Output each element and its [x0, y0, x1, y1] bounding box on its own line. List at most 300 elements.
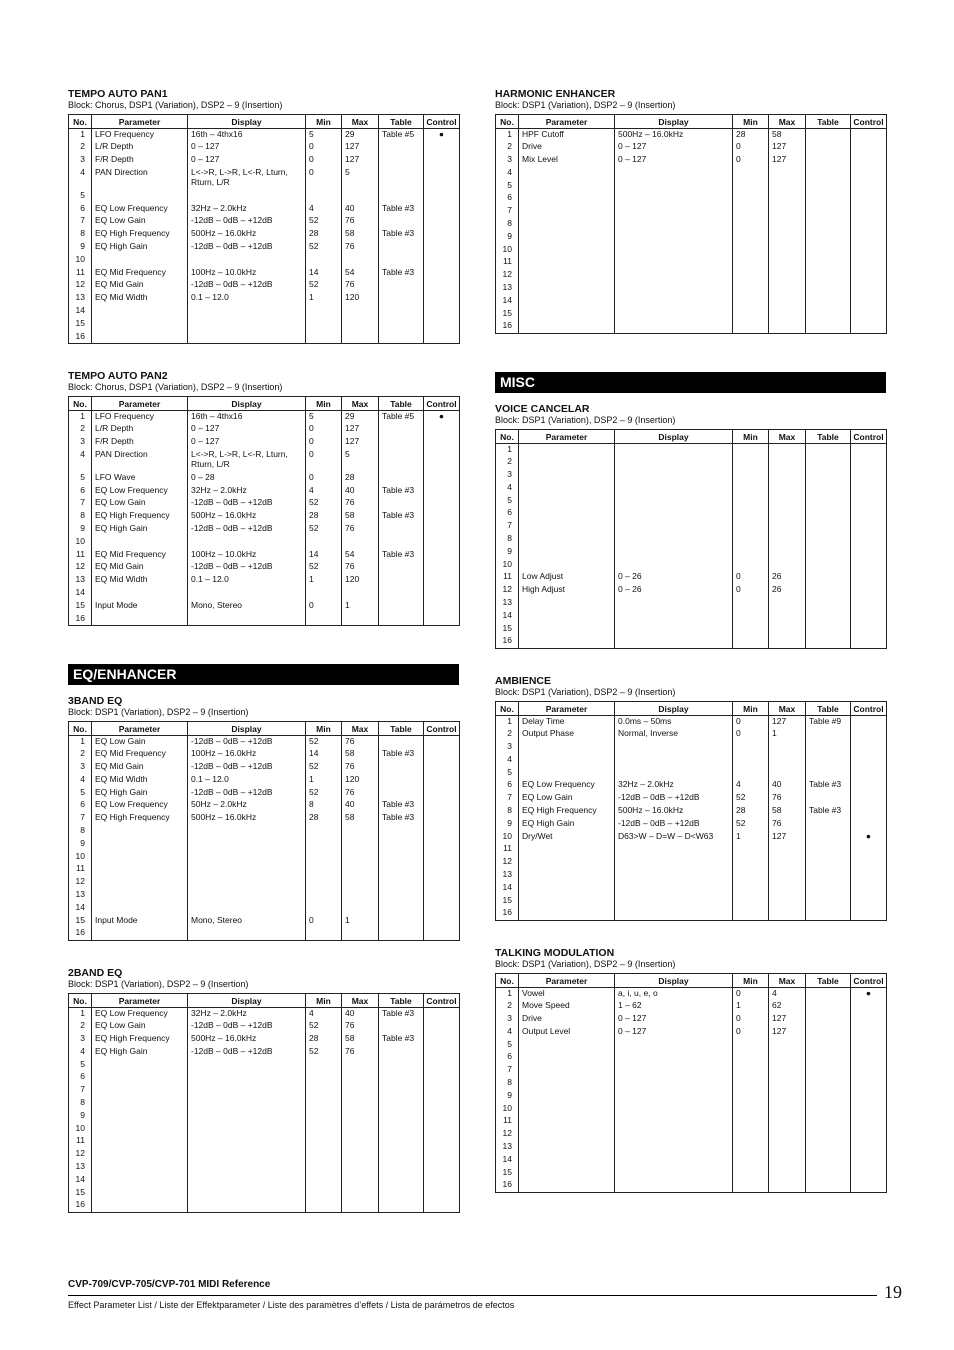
display-cell — [188, 1097, 306, 1110]
control-cell — [851, 231, 887, 244]
display-cell — [615, 205, 733, 218]
column-header-min: Min — [733, 702, 769, 716]
parameter-cell: High Adjust — [519, 584, 615, 597]
display-cell — [615, 308, 733, 321]
max-cell — [342, 536, 379, 549]
table-row — [496, 716, 887, 729]
parameter-table — [495, 114, 887, 334]
control-cell — [851, 1077, 887, 1090]
column-header-control: Control — [851, 974, 887, 988]
table-cell — [806, 1039, 851, 1052]
max-cell: 127 — [769, 716, 806, 729]
max-cell — [769, 546, 806, 559]
min-cell — [733, 1051, 769, 1064]
control-cell — [424, 331, 460, 344]
parameter-cell — [92, 190, 188, 203]
parameter-cell: Drive — [519, 1013, 615, 1026]
display-cell — [188, 1071, 306, 1084]
table-row — [496, 610, 887, 623]
parameter-cell — [519, 1051, 615, 1064]
table-row — [496, 1039, 887, 1052]
max-cell: 76 — [342, 761, 379, 774]
control-cell — [424, 1046, 460, 1059]
parameter-cell — [519, 533, 615, 546]
control-cell — [424, 838, 460, 851]
min-cell: 0 — [733, 584, 769, 597]
max-cell: 1 — [769, 728, 806, 741]
min-cell — [733, 1115, 769, 1128]
parameter-cell — [519, 295, 615, 308]
parameter-cell — [519, 444, 615, 457]
max-cell — [342, 1110, 379, 1123]
table-title: AMBIENCE — [495, 675, 552, 687]
min-cell: 0 — [306, 915, 342, 928]
min-cell: 0 — [733, 1013, 769, 1026]
control-cell — [851, 444, 887, 457]
parameter-cell — [519, 256, 615, 269]
parameter-cell — [519, 244, 615, 257]
max-cell — [769, 180, 806, 193]
min-cell — [733, 1039, 769, 1052]
control-cell — [424, 254, 460, 267]
min-cell — [733, 1090, 769, 1103]
table-row — [69, 889, 460, 902]
display-cell: 0 – 127 — [615, 154, 733, 167]
table-row — [496, 895, 887, 908]
max-cell: 76 — [342, 523, 379, 536]
parameter-cell: EQ Mid Width — [92, 574, 188, 587]
display-cell — [615, 882, 733, 895]
parameter-cell — [92, 1097, 188, 1110]
no-cell: 6 — [496, 1051, 519, 1064]
table-row — [496, 869, 887, 882]
parameter-cell: EQ High Frequency — [92, 1033, 188, 1046]
display-cell — [615, 767, 733, 780]
parameter-cell — [92, 536, 188, 549]
table-row — [69, 472, 460, 485]
max-cell — [769, 218, 806, 231]
max-cell: 127 — [342, 154, 379, 167]
parameter-cell — [519, 231, 615, 244]
display-cell — [188, 1110, 306, 1123]
table-block-info: Block: DSP1 (Variation), DSP2 – 9 (Insertion) — [495, 100, 676, 110]
no-cell: 14 — [69, 1174, 92, 1187]
column-header-no: No. — [69, 722, 92, 736]
parameter-cell — [519, 320, 615, 333]
no-cell: 13 — [69, 1161, 92, 1174]
table-cell — [806, 559, 851, 572]
control-cell — [424, 472, 460, 485]
control-cell — [424, 876, 460, 889]
no-cell: 14 — [496, 1154, 519, 1167]
display-cell: 500Hz – 16.0kHz — [188, 812, 306, 825]
min-cell — [733, 882, 769, 895]
control-cell — [851, 1026, 887, 1039]
table-cell — [806, 635, 851, 648]
table-block-info: Block: DSP1 (Variation), DSP2 – 9 (Insertion) — [68, 707, 249, 717]
max-cell — [769, 444, 806, 457]
max-cell — [769, 482, 806, 495]
table-row — [69, 799, 460, 812]
min-cell: 52 — [733, 792, 769, 805]
column-header-control: Control — [851, 430, 887, 444]
control-cell — [851, 469, 887, 482]
display-cell: -12dB – 0dB – +12dB — [188, 523, 306, 536]
table-cell: Table #3 — [379, 228, 424, 241]
min-cell — [733, 482, 769, 495]
column-header-min: Min — [306, 115, 342, 129]
column-header-max: Max — [769, 702, 806, 716]
control-cell — [424, 536, 460, 549]
display-cell: -12dB – 0dB – +12dB — [188, 241, 306, 254]
param-block-voice-cancelar — [495, 403, 886, 649]
parameter-cell — [519, 882, 615, 895]
min-cell: 0 — [733, 716, 769, 729]
no-cell: 7 — [69, 812, 92, 825]
control-cell — [851, 1013, 887, 1026]
table-cell — [806, 792, 851, 805]
column-header-table: Table — [806, 702, 851, 716]
table-cell — [806, 869, 851, 882]
no-cell: 2 — [496, 456, 519, 469]
table-row — [496, 635, 887, 648]
table-cell — [806, 1115, 851, 1128]
no-cell: 3 — [69, 436, 92, 449]
max-cell — [769, 597, 806, 610]
table-cell — [806, 320, 851, 333]
column-header-control: Control — [424, 994, 460, 1008]
table-cell: Table #5 — [379, 129, 424, 142]
parameter-cell: Vowel — [519, 988, 615, 1001]
max-cell — [342, 838, 379, 851]
control-cell — [851, 728, 887, 741]
max-cell — [342, 1161, 379, 1174]
no-cell: 5 — [69, 787, 92, 800]
no-cell: 6 — [496, 779, 519, 792]
table-row — [69, 613, 460, 626]
no-cell: 9 — [69, 523, 92, 536]
min-cell — [733, 1103, 769, 1116]
column-header-control: Control — [851, 702, 887, 716]
max-cell — [342, 1199, 379, 1212]
table-row — [496, 269, 887, 282]
column-header-display: Display — [188, 722, 306, 736]
control-cell — [851, 856, 887, 869]
no-cell: 3 — [496, 741, 519, 754]
parameter-cell: EQ Low Gain — [519, 792, 615, 805]
table-block-info: Block: DSP1 (Variation), DSP2 – 9 (Insertion) — [495, 959, 676, 969]
display-cell — [615, 635, 733, 648]
min-cell — [733, 1141, 769, 1154]
table-cell — [806, 456, 851, 469]
table-cell — [379, 154, 424, 167]
table-cell — [806, 205, 851, 218]
control-cell — [424, 154, 460, 167]
table-cell — [806, 546, 851, 559]
max-cell: 29 — [342, 411, 379, 424]
column-header-display: Display — [188, 397, 306, 411]
table-row — [496, 792, 887, 805]
no-cell: 13 — [496, 1141, 519, 1154]
no-cell: 6 — [69, 1071, 92, 1084]
no-cell: 11 — [69, 863, 92, 876]
min-cell: 28 — [306, 1033, 342, 1046]
max-cell — [769, 635, 806, 648]
control-cell — [851, 895, 887, 908]
control-cell — [424, 215, 460, 228]
table-row — [496, 1167, 887, 1180]
min-cell — [306, 1097, 342, 1110]
no-cell: 9 — [69, 838, 92, 851]
parameter-cell — [519, 218, 615, 231]
table-row — [69, 1008, 460, 1021]
control-cell — [424, 902, 460, 915]
parameter-cell — [92, 318, 188, 331]
table-cell — [379, 1199, 424, 1212]
no-cell: 13 — [496, 597, 519, 610]
max-cell — [769, 456, 806, 469]
max-cell — [769, 559, 806, 572]
display-cell — [615, 231, 733, 244]
table-cell — [806, 444, 851, 457]
max-cell: 58 — [769, 805, 806, 818]
min-cell — [733, 308, 769, 321]
display-cell — [615, 1179, 733, 1192]
parameter-cell — [519, 843, 615, 856]
min-cell: 52 — [733, 818, 769, 831]
no-cell: 16 — [69, 331, 92, 344]
section-header-misc: MISC — [495, 372, 886, 393]
column-header-no: No. — [496, 702, 519, 716]
max-cell — [342, 1187, 379, 1200]
display-cell: -12dB – 0dB – +12dB — [615, 792, 733, 805]
table-row — [496, 805, 887, 818]
no-cell: 16 — [69, 927, 92, 940]
column-header-parameter: Parameter — [92, 722, 188, 736]
display-cell — [615, 1167, 733, 1180]
table-cell — [379, 600, 424, 613]
column-header-parameter: Parameter — [92, 994, 188, 1008]
table-row — [69, 523, 460, 536]
no-cell: 16 — [496, 907, 519, 920]
no-cell: 12 — [69, 1148, 92, 1161]
table-block-info: Block: DSP1 (Variation), DSP2 – 9 (Insertion) — [68, 979, 249, 989]
parameter-cell — [92, 1148, 188, 1161]
table-cell — [379, 331, 424, 344]
parameter-cell: EQ Low Frequency — [519, 779, 615, 792]
display-cell: 0.1 – 12.0 — [188, 774, 306, 787]
max-cell — [769, 1179, 806, 1192]
table-block-info: Block: DSP1 (Variation), DSP2 – 9 (Insertion) — [495, 415, 676, 425]
min-cell — [306, 1148, 342, 1161]
min-cell — [306, 1059, 342, 1072]
min-cell — [306, 254, 342, 267]
display-cell: -12dB – 0dB – +12dB — [615, 818, 733, 831]
column-header-max: Max — [342, 722, 379, 736]
column-header-control: Control — [424, 722, 460, 736]
table-row — [69, 449, 460, 472]
no-cell: 4 — [496, 754, 519, 767]
display-cell: a, i, u, e, o — [615, 988, 733, 1001]
column-header-display: Display — [615, 702, 733, 716]
no-cell: 13 — [69, 889, 92, 902]
table-cell — [806, 1128, 851, 1141]
min-cell: 5 — [306, 129, 342, 142]
control-cell — [851, 1103, 887, 1116]
table-row — [69, 1020, 460, 1033]
parameter-cell — [92, 863, 188, 876]
control-cell — [851, 205, 887, 218]
table-row — [496, 180, 887, 193]
no-cell: 3 — [69, 1033, 92, 1046]
max-cell: 4 — [769, 988, 806, 1001]
no-cell: 4 — [496, 167, 519, 180]
control-cell — [424, 927, 460, 940]
min-cell — [733, 1167, 769, 1180]
column-header-min: Min — [733, 430, 769, 444]
table-row — [496, 533, 887, 546]
parameter-cell — [92, 902, 188, 915]
min-cell — [306, 902, 342, 915]
min-cell — [733, 320, 769, 333]
max-cell — [769, 533, 806, 546]
table-cell — [379, 1071, 424, 1084]
display-cell: 100Hz – 10.0kHz — [188, 267, 306, 280]
table-row — [496, 218, 887, 231]
table-cell — [806, 129, 851, 142]
parameter-cell — [519, 282, 615, 295]
table-cell: Table #3 — [379, 812, 424, 825]
min-cell: 28 — [306, 812, 342, 825]
parameter-cell — [519, 1179, 615, 1192]
parameter-table — [68, 993, 460, 1213]
display-cell: 0 – 127 — [188, 423, 306, 436]
table-cell — [379, 1110, 424, 1123]
page-number: 19 — [884, 1282, 902, 1302]
parameter-cell — [519, 180, 615, 193]
table-row — [69, 411, 460, 424]
max-cell — [769, 269, 806, 282]
no-cell: 12 — [496, 584, 519, 597]
table-row — [496, 1064, 887, 1077]
display-cell: 0 – 26 — [615, 571, 733, 584]
display-cell: -12dB – 0dB – +12dB — [188, 497, 306, 510]
control-cell: ● — [424, 129, 460, 142]
display-cell — [188, 331, 306, 344]
max-cell — [342, 1097, 379, 1110]
control-cell — [851, 1000, 887, 1013]
display-cell: 0 – 127 — [188, 436, 306, 449]
table-row — [496, 597, 887, 610]
table-cell — [806, 308, 851, 321]
table-row — [69, 748, 460, 761]
table-cell — [806, 141, 851, 154]
display-cell — [188, 1199, 306, 1212]
display-cell — [615, 295, 733, 308]
min-cell: 4 — [733, 779, 769, 792]
no-cell: 7 — [496, 205, 519, 218]
no-cell: 13 — [496, 869, 519, 882]
table-cell — [806, 154, 851, 167]
control-cell — [851, 1179, 887, 1192]
control-cell — [851, 269, 887, 282]
no-cell: 10 — [69, 536, 92, 549]
table-row — [69, 1148, 460, 1161]
display-cell — [615, 856, 733, 869]
table-row — [496, 495, 887, 508]
control-cell — [851, 256, 887, 269]
control-cell — [424, 167, 460, 190]
max-cell: 76 — [342, 215, 379, 228]
table-cell — [806, 1103, 851, 1116]
column-header-max: Max — [342, 397, 379, 411]
max-cell — [769, 1051, 806, 1064]
min-cell: 0 — [733, 988, 769, 1001]
table-cell — [806, 507, 851, 520]
no-cell: 1 — [496, 716, 519, 729]
display-cell: -12dB – 0dB – +12dB — [188, 787, 306, 800]
parameter-cell — [92, 1174, 188, 1187]
parameter-cell: L/R Depth — [92, 141, 188, 154]
display-cell — [188, 863, 306, 876]
display-cell: 500Hz – 16.0kHz — [188, 228, 306, 241]
table-row — [69, 536, 460, 549]
control-cell — [424, 1199, 460, 1212]
min-cell: 1 — [306, 292, 342, 305]
no-cell: 1 — [496, 988, 519, 1001]
table-row — [69, 129, 460, 142]
table-row — [496, 779, 887, 792]
table-row — [69, 267, 460, 280]
no-cell: 11 — [69, 1135, 92, 1148]
min-cell: 0 — [733, 1026, 769, 1039]
control-cell — [851, 308, 887, 321]
display-cell — [615, 907, 733, 920]
parameter-cell — [519, 856, 615, 869]
no-cell: 4 — [496, 482, 519, 495]
min-cell — [306, 1135, 342, 1148]
table-row — [69, 1110, 460, 1123]
min-cell: 0 — [306, 167, 342, 190]
min-cell — [733, 907, 769, 920]
parameter-cell: LFO Frequency — [92, 411, 188, 424]
table-cell — [806, 728, 851, 741]
no-cell: 14 — [496, 882, 519, 895]
parameter-cell — [519, 1141, 615, 1154]
display-cell — [615, 495, 733, 508]
control-cell — [424, 1020, 460, 1033]
max-cell: 40 — [342, 1008, 379, 1021]
parameter-cell — [519, 507, 615, 520]
table-cell — [806, 269, 851, 282]
table-row — [69, 761, 460, 774]
no-cell: 9 — [69, 241, 92, 254]
max-cell — [769, 495, 806, 508]
table-row — [496, 456, 887, 469]
max-cell: 127 — [769, 831, 806, 844]
display-cell: -12dB – 0dB – +12dB — [188, 279, 306, 292]
control-cell: ● — [851, 831, 887, 844]
table-cell — [379, 761, 424, 774]
parameter-cell — [519, 610, 615, 623]
max-cell: 76 — [769, 792, 806, 805]
control-cell — [851, 779, 887, 792]
parameter-cell — [519, 907, 615, 920]
no-cell: 1 — [69, 1008, 92, 1021]
parameter-cell: EQ Low Frequency — [92, 1008, 188, 1021]
display-cell: -12dB – 0dB – +12dB — [188, 1046, 306, 1059]
min-cell — [733, 507, 769, 520]
